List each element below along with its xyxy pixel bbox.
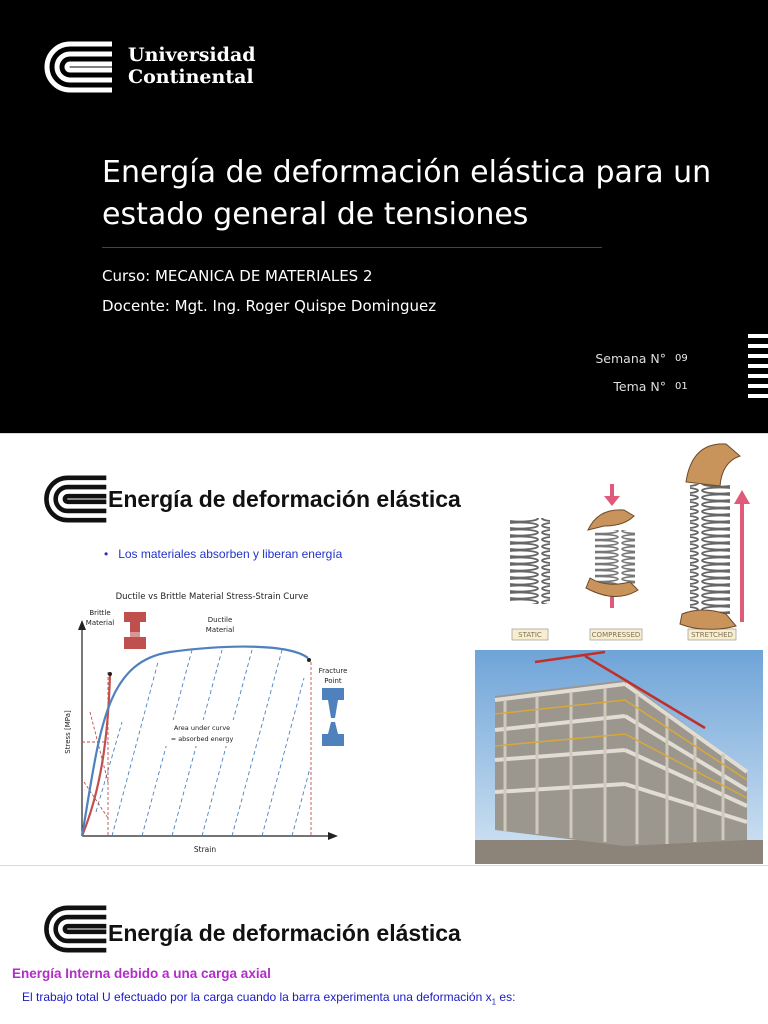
decorative-stripes: [0, 772, 18, 842]
title-slide: [0, 0, 768, 433]
topic-value: 01: [675, 381, 688, 392]
static-tag-box: [512, 629, 548, 640]
ductile-label-1: Ductile: [207, 616, 233, 624]
springs-drawing: [500, 438, 760, 644]
slide-title: Energía de deformación elástica: [108, 920, 461, 946]
stress-strain-figure: [60, 582, 356, 858]
bullet-item: • Los materiales absorben y liberan energía: [104, 547, 343, 561]
area-label-2: = absorbed energy: [170, 735, 234, 743]
teacher-line: Docente: Mgt. Ing. Roger Quispe Dominguez: [102, 297, 437, 315]
y-axis-label: Stress [MPa]: [64, 710, 72, 754]
x-axis-label: Strain: [193, 845, 217, 854]
title-line-2: estado general de tensiones: [102, 197, 529, 232]
course-info: [102, 261, 436, 321]
brittle-specimen-icon: [124, 612, 146, 649]
university-logo-icon: [40, 904, 110, 954]
course-line: Curso: MECANICA DE MATERIALES 2: [102, 267, 373, 285]
stress-strain-diagram: [60, 582, 356, 858]
university-logo-icon: [40, 40, 116, 94]
ductile-fracture-dot: [307, 658, 311, 662]
university-logo-icon: [40, 474, 110, 524]
axial-load-slide: [0, 866, 768, 1024]
body-text-subscript: 1: [491, 997, 497, 1007]
title-line-1: Energía de deformación elástica para un: [102, 155, 712, 190]
title-divider: [102, 247, 602, 248]
body-text-end: es:: [496, 990, 516, 1004]
bullet-text: Los materiales absorben y liberan energía: [118, 547, 343, 561]
x-axis-arrow-icon: [328, 832, 338, 840]
brittle-label-2: Material: [85, 619, 115, 627]
week-label: Semana N°: [595, 351, 666, 366]
university-name-line1: Universidad: [128, 44, 256, 66]
university-name: [128, 44, 256, 88]
topic-label: Tema N°: [613, 379, 666, 394]
figure-title: Ductile vs Brittle Material Stress-Strain Curve: [115, 592, 309, 602]
brittle-label-1: Brittle: [89, 609, 111, 617]
fracture-label-2: Point: [324, 677, 342, 685]
week-value: 09: [675, 353, 688, 364]
body-text: [22, 990, 515, 1006]
brittle-fracture-dot: [108, 672, 112, 676]
springs-illustration: [500, 438, 760, 644]
stretch-arrow-icon: [734, 490, 750, 622]
compressed-tag-box: [590, 629, 642, 640]
energy-slide: [0, 434, 768, 865]
stretched-tag-box: [688, 629, 736, 640]
presentation-title: [102, 152, 742, 236]
slide-subtitle: Energía Interna debido a una carga axial: [12, 966, 271, 981]
stretched-spring: [690, 484, 730, 614]
ductile-specimen-icon: [322, 688, 344, 746]
building-construction-image: [475, 650, 763, 864]
fracture-label-1: Fracture: [318, 667, 348, 675]
body-text-main: El trabajo total U efectuado por la carga cuando la barra experimenta una deformación x: [22, 990, 492, 1004]
decorative-stripes: [748, 334, 768, 404]
area-label-1: Area under curve: [173, 724, 231, 732]
university-name-line2: Continental: [128, 66, 254, 88]
static-spring: [510, 518, 550, 604]
ductile-label-2: Material: [205, 626, 235, 634]
slide-title: Energía de deformación elástica: [108, 486, 461, 512]
building-drawing: [475, 650, 763, 864]
